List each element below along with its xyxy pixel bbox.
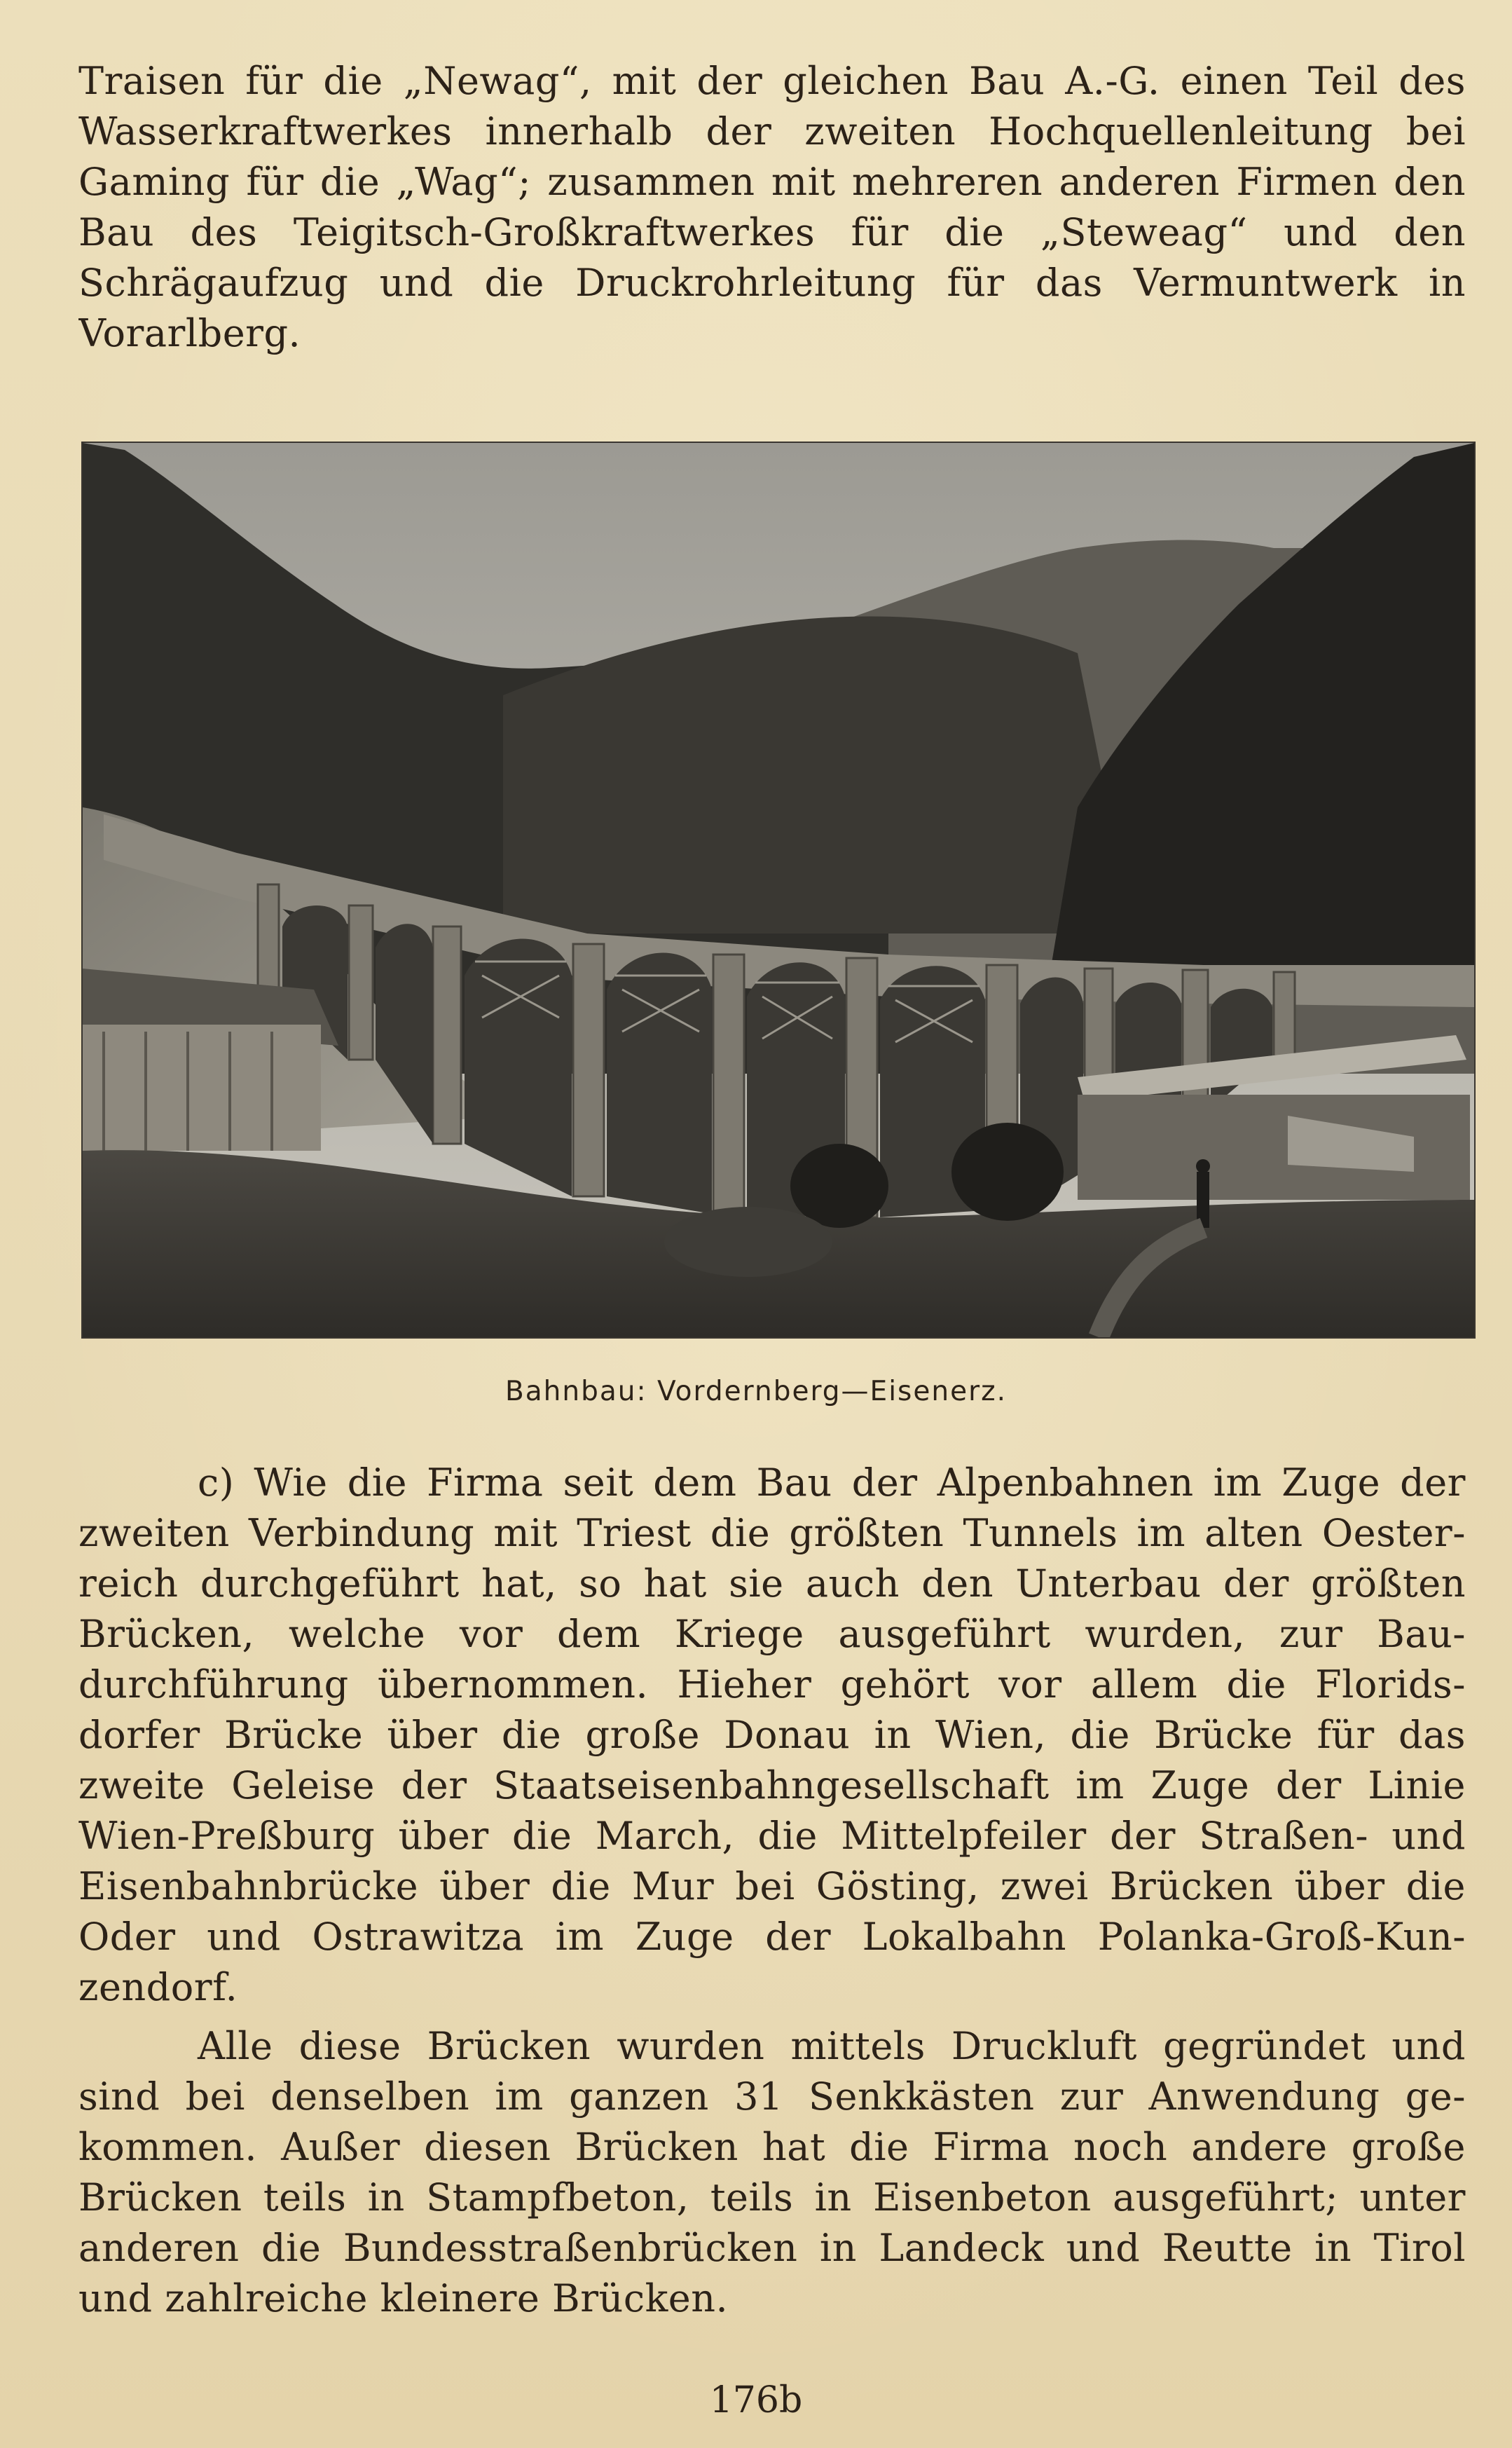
text-line: Bau des Teigitsch-Großkraftwerkes für die „Steweag“ und den [78, 210, 1466, 254]
text-line: Brücken, welche vor dem Kriege ausgeführt wurden, zur Bau- [78, 1612, 1466, 1656]
paragraph-c [78, 1458, 1466, 2013]
text-line: durchführung übernommen. Hieher gehört vor allem die Florids- [78, 1662, 1466, 1707]
text-line: Vorarlberg. [78, 311, 301, 355]
text-line: c) Wie die Firma seit dem Bau der Alpenbahnen im Zuge der [198, 1461, 1466, 1505]
paragraph-alle [78, 2021, 1466, 2324]
text-line: Gaming für die „Wag“; zusammen mit mehreren anderen Firmen den [78, 160, 1466, 204]
text-line: Wasserkraftwerkes innerhalb der zweiten Hochquellenleitung bei [78, 109, 1466, 153]
text-line: Wien-Preßburg über die March, die Mittelpfeiler der Straßen- und [78, 1814, 1466, 1858]
text-line: und zahlreiche kleinere Brücken. [78, 2276, 729, 2320]
text-line: Oder und Ostrawitza im Zuge der Lokalbahn Polanka-Groß-Kun- [78, 1915, 1466, 1959]
text-line: Traisen für die „Newag“, mit der gleichen Bau A.-G. einen Teil des [78, 59, 1466, 103]
text-line: dorfer Brücke über die große Donau in Wien, die Brücke für das [78, 1713, 1466, 1757]
text-line: zweite Geleise der Staatseisenbahngesellschaft im Zuge der Linie [78, 1763, 1466, 1807]
text-line: Brücken teils in Stampfbeton, teils in Eisenbeton ausgeführt; unter [78, 2175, 1466, 2220]
page-number: 176b [709, 2379, 803, 2421]
text-line: Alle diese Brücken wurden mittels Druckluft gegründet und [198, 2024, 1466, 2068]
figure-caption: Bahnbau: Vordernberg—Eisenerz. [505, 1376, 1007, 1407]
text-line: Schrägaufzug und die Druckrohrleitung für das Vermuntwerk in [78, 261, 1466, 305]
text-line: zendorf. [78, 1965, 238, 2009]
text-line: anderen die Bundesstraßenbrücken in Landeck und Reutte in Tirol [78, 2226, 1466, 2270]
photo-viaduct [83, 443, 1474, 1337]
text-line: sind bei denselben im ganzen 31 Senkkästen zur Anwendung ge- [78, 2074, 1466, 2119]
text-line: Eisenbahnbrücke über die Mur bei Gösting, zwei Brücken über die [78, 1864, 1466, 1908]
text-line: zweiten Verbindung mit Triest die größten Tunnels im alten Oester- [78, 1511, 1466, 1555]
text-line: kommen. Außer diesen Brücken hat die Firma noch andere große [78, 2125, 1466, 2169]
paragraph-top [78, 56, 1466, 359]
text-line: reich durchgeführt hat, so hat sie auch den Unterbau der größten [78, 1561, 1466, 1606]
